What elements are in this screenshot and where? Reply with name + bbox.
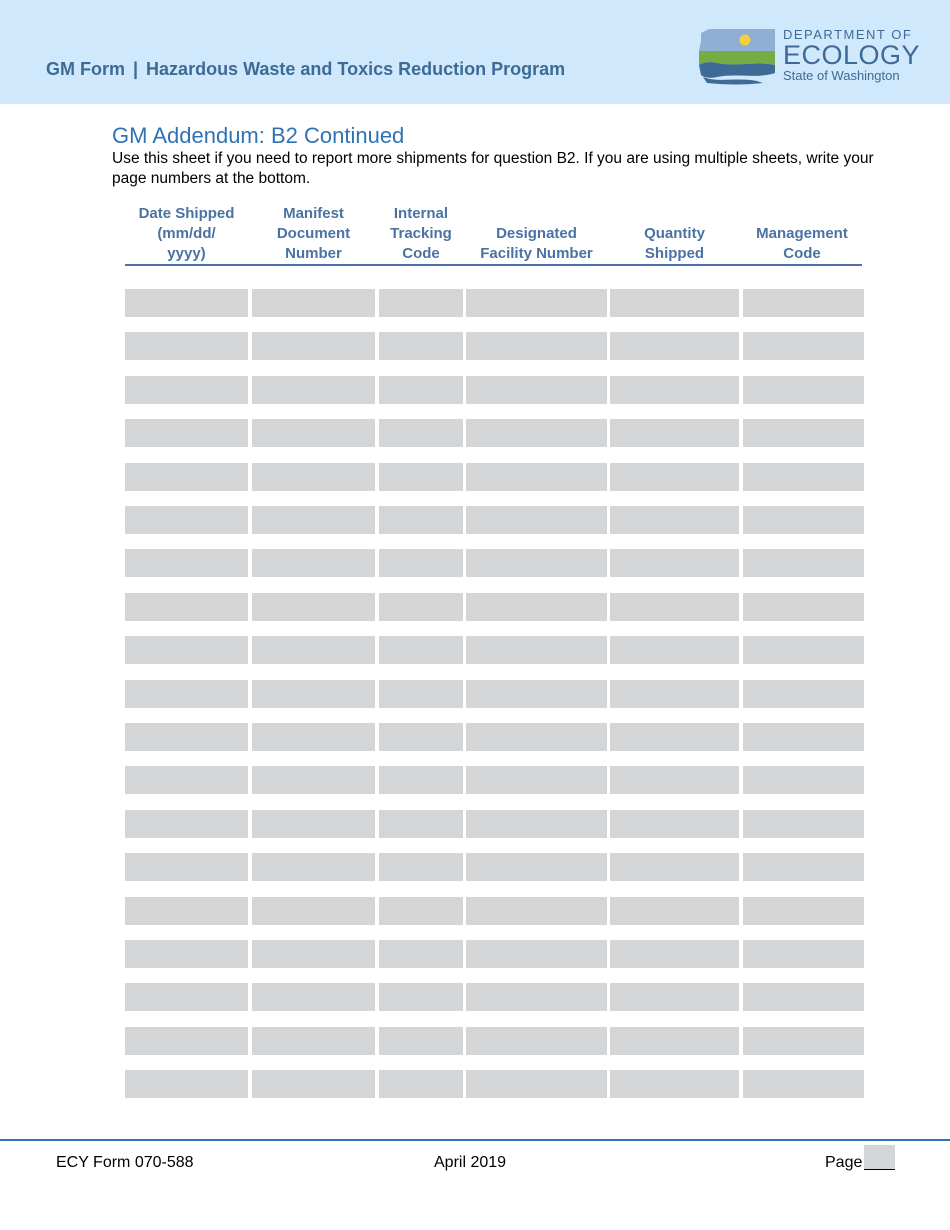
designated-facility-number-field[interactable] bbox=[466, 419, 607, 447]
management-code-field[interactable] bbox=[743, 853, 864, 881]
quantity-shipped-field[interactable] bbox=[610, 810, 739, 838]
internal-tracking-code-field[interactable] bbox=[379, 463, 463, 491]
quantity-shipped-field[interactable] bbox=[610, 853, 739, 881]
manifest-document-number-field[interactable] bbox=[252, 940, 375, 968]
header-title bbox=[46, 59, 565, 80]
footer-date: April 2019 bbox=[434, 1154, 507, 1171]
manifest-document-number-field[interactable] bbox=[252, 1070, 375, 1098]
quantity-shipped-field[interactable] bbox=[610, 506, 739, 534]
date-shipped-field[interactable] bbox=[125, 723, 248, 751]
management-code-field[interactable] bbox=[743, 332, 864, 360]
quantity-shipped-field[interactable] bbox=[610, 1027, 739, 1055]
manifest-document-number-field[interactable] bbox=[252, 419, 375, 447]
designated-facility-number-field[interactable] bbox=[466, 506, 607, 534]
quantity-shipped-field[interactable] bbox=[610, 549, 739, 577]
designated-facility-number-field[interactable] bbox=[466, 332, 607, 360]
designated-facility-number-field[interactable] bbox=[466, 636, 607, 664]
management-code-field[interactable] bbox=[743, 1027, 864, 1055]
management-code-field[interactable] bbox=[743, 766, 864, 794]
column-header-quantity-shipped: Quantity Shipped bbox=[644, 225, 705, 262]
internal-tracking-code-field[interactable] bbox=[379, 1070, 463, 1098]
manifest-document-number-field[interactable] bbox=[252, 680, 375, 708]
header-separator: | bbox=[133, 59, 139, 79]
quantity-shipped-field[interactable] bbox=[610, 332, 739, 360]
management-code-field[interactable] bbox=[743, 723, 864, 751]
manifest-document-number-field[interactable] bbox=[252, 853, 375, 881]
designated-facility-number-field[interactable] bbox=[466, 376, 607, 404]
quantity-shipped-field[interactable] bbox=[610, 680, 739, 708]
internal-tracking-code-field[interactable] bbox=[379, 940, 463, 968]
manifest-document-number-field[interactable] bbox=[252, 636, 375, 664]
instructions-text: Use this sheet if you need to report more shipments for question B2. If you are using multiple sheets, write your page numbers at the bottom. bbox=[112, 150, 874, 187]
management-code-field[interactable] bbox=[743, 289, 864, 317]
management-code-field[interactable] bbox=[743, 506, 864, 534]
management-code-field[interactable] bbox=[743, 810, 864, 838]
internal-tracking-code-field[interactable] bbox=[379, 680, 463, 708]
manifest-document-number-field[interactable] bbox=[252, 376, 375, 404]
logo-state: State of Washington bbox=[783, 68, 900, 83]
internal-tracking-code-field[interactable] bbox=[379, 983, 463, 1011]
management-code-field[interactable] bbox=[743, 680, 864, 708]
ecology-logo bbox=[697, 27, 927, 91]
program-name: Hazardous Waste and Toxics Reduction Program bbox=[146, 59, 566, 79]
management-code-field[interactable] bbox=[743, 1070, 864, 1098]
manifest-document-number-field[interactable] bbox=[252, 332, 375, 360]
date-shipped-field[interactable] bbox=[125, 940, 248, 968]
quantity-shipped-field[interactable] bbox=[610, 897, 739, 925]
date-shipped-field[interactable] bbox=[125, 810, 248, 838]
management-code-field[interactable] bbox=[743, 897, 864, 925]
management-code-field[interactable] bbox=[743, 419, 864, 447]
management-code-field[interactable] bbox=[743, 463, 864, 491]
management-code-field[interactable] bbox=[743, 940, 864, 968]
form-name: GM Form bbox=[46, 59, 125, 79]
designated-facility-number-field[interactable] bbox=[466, 983, 607, 1011]
quantity-shipped-field[interactable] bbox=[610, 289, 739, 317]
quantity-shipped-field[interactable] bbox=[610, 419, 739, 447]
footer-divider bbox=[0, 1139, 950, 1141]
internal-tracking-code-field[interactable] bbox=[379, 593, 463, 621]
manifest-document-number-field[interactable] bbox=[252, 549, 375, 577]
internal-tracking-code-field[interactable] bbox=[379, 766, 463, 794]
date-shipped-field[interactable] bbox=[125, 593, 248, 621]
logo-department: DEPARTMENT OF bbox=[783, 27, 913, 42]
quantity-shipped-field[interactable] bbox=[610, 636, 739, 664]
date-shipped-field[interactable] bbox=[125, 419, 248, 447]
date-shipped-field[interactable] bbox=[125, 506, 248, 534]
designated-facility-number-field[interactable] bbox=[466, 810, 607, 838]
designated-facility-number-field[interactable] bbox=[466, 723, 607, 751]
manifest-document-number-field[interactable] bbox=[252, 463, 375, 491]
manifest-document-number-field[interactable] bbox=[252, 766, 375, 794]
manifest-document-number-field[interactable] bbox=[252, 506, 375, 534]
quantity-shipped-field[interactable] bbox=[610, 983, 739, 1011]
internal-tracking-code-field[interactable] bbox=[379, 853, 463, 881]
designated-facility-number-field[interactable] bbox=[466, 549, 607, 577]
column-header-internal-tracking-code: Internal Tracking Code bbox=[390, 205, 452, 262]
quantity-shipped-field[interactable] bbox=[610, 463, 739, 491]
internal-tracking-code-field[interactable] bbox=[379, 810, 463, 838]
header-divider bbox=[125, 264, 862, 266]
date-shipped-field[interactable] bbox=[125, 549, 248, 577]
internal-tracking-code-field[interactable] bbox=[379, 897, 463, 925]
washington-state-icon bbox=[697, 27, 777, 87]
column-header-manifest-document-number: Manifest Document Number bbox=[276, 205, 351, 262]
date-shipped-field[interactable] bbox=[125, 1027, 248, 1055]
designated-facility-number-field[interactable] bbox=[466, 593, 607, 621]
date-shipped-field[interactable] bbox=[125, 289, 248, 317]
quantity-shipped-field[interactable] bbox=[610, 766, 739, 794]
internal-tracking-code-field[interactable] bbox=[379, 376, 463, 404]
manifest-document-number-field[interactable] bbox=[252, 289, 375, 317]
manifest-document-number-field[interactable] bbox=[252, 1027, 375, 1055]
internal-tracking-code-field[interactable] bbox=[379, 289, 463, 317]
page-header bbox=[0, 0, 950, 104]
designated-facility-number-field[interactable] bbox=[466, 289, 607, 317]
management-code-field[interactable] bbox=[743, 636, 864, 664]
internal-tracking-code-field[interactable] bbox=[379, 723, 463, 751]
designated-facility-number-field[interactable] bbox=[466, 680, 607, 708]
date-shipped-field[interactable] bbox=[125, 463, 248, 491]
management-code-field[interactable] bbox=[743, 983, 864, 1011]
column-header-management-code: Management Code bbox=[756, 225, 848, 262]
footer-form-number: ECY Form 070-588 bbox=[56, 1154, 194, 1171]
date-shipped-field[interactable] bbox=[125, 853, 248, 881]
logo-ecology: ECOLOGY bbox=[783, 40, 921, 70]
date-shipped-field[interactable] bbox=[125, 376, 248, 404]
internal-tracking-code-field[interactable] bbox=[379, 1027, 463, 1055]
date-shipped-field[interactable] bbox=[125, 897, 248, 925]
manifest-document-number-field[interactable] bbox=[252, 723, 375, 751]
quantity-shipped-field[interactable] bbox=[610, 940, 739, 968]
column-header-date-shipped: Date Shipped (mm/dd/ yyyy) bbox=[138, 205, 235, 262]
internal-tracking-code-field[interactable] bbox=[379, 636, 463, 664]
manifest-document-number-field[interactable] bbox=[252, 897, 375, 925]
designated-facility-number-field[interactable] bbox=[466, 853, 607, 881]
internal-tracking-code-field[interactable] bbox=[379, 332, 463, 360]
designated-facility-number-field[interactable] bbox=[466, 766, 607, 794]
manifest-document-number-field[interactable] bbox=[252, 810, 375, 838]
date-shipped-field[interactable] bbox=[125, 766, 248, 794]
internal-tracking-code-field[interactable] bbox=[379, 419, 463, 447]
designated-facility-number-field[interactable] bbox=[466, 463, 607, 491]
management-code-field[interactable] bbox=[743, 376, 864, 404]
date-shipped-field[interactable] bbox=[125, 983, 248, 1011]
manifest-document-number-field[interactable] bbox=[252, 983, 375, 1011]
footer-page-label: Page bbox=[825, 1154, 863, 1171]
logo-text bbox=[783, 27, 920, 85]
designated-facility-number-field[interactable] bbox=[466, 897, 607, 925]
management-code-field[interactable] bbox=[743, 593, 864, 621]
date-shipped-field[interactable] bbox=[125, 332, 248, 360]
addendum-title: GM Addendum: B2 Continued bbox=[112, 123, 405, 148]
quantity-shipped-field[interactable] bbox=[610, 376, 739, 404]
management-code-field[interactable] bbox=[743, 549, 864, 577]
quantity-shipped-field[interactable] bbox=[610, 1070, 739, 1098]
designated-facility-number-field[interactable] bbox=[466, 1027, 607, 1055]
designated-facility-number-field[interactable] bbox=[466, 1070, 607, 1098]
date-shipped-field[interactable] bbox=[125, 680, 248, 708]
page-number-field[interactable] bbox=[864, 1145, 895, 1170]
date-shipped-field[interactable] bbox=[125, 636, 248, 664]
internal-tracking-code-field[interactable] bbox=[379, 549, 463, 577]
designated-facility-number-field[interactable] bbox=[466, 940, 607, 968]
date-shipped-field[interactable] bbox=[125, 1070, 248, 1098]
manifest-document-number-field[interactable] bbox=[252, 593, 375, 621]
quantity-shipped-field[interactable] bbox=[610, 723, 739, 751]
internal-tracking-code-field[interactable] bbox=[379, 506, 463, 534]
column-header-designated-facility-number: Designated Facility Number bbox=[480, 225, 593, 262]
quantity-shipped-field[interactable] bbox=[610, 593, 739, 621]
